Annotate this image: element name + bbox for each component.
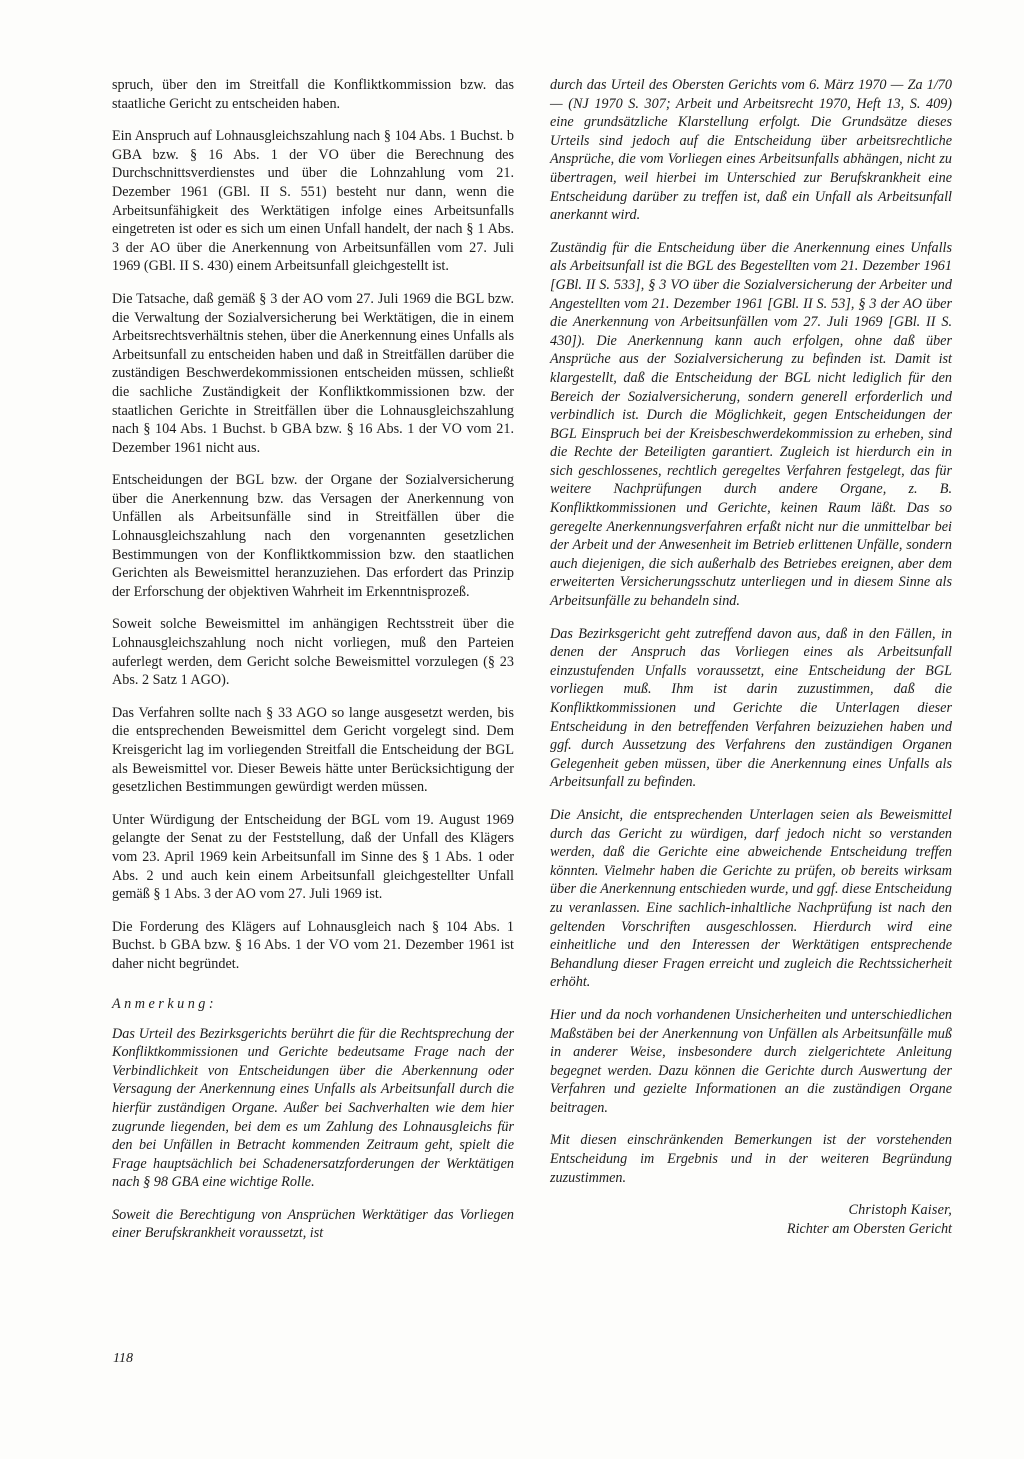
page-number: 118: [113, 1351, 133, 1366]
right-column: [550, 76, 952, 1239]
right-paragraph-4: Die Ansicht, die entsprechenden Unterlagen seien als Beweismittel durch das Gericht zu würdigen, darf jedoch nicht so verstanden werden, daß die Gerichte eine abweichende Entscheidung treffen könnten. Vielmehr haben die Gerichte zu prüfen, ob bereits wirksam über die Anerkennung entschieden wurde, und ggf. diese Entscheidung zu veranlassen. Eine sachlich-inhaltliche Nachprüfung ist nach den geltenden Vorschriften ausgeschlossen. Hierdurch wird eine einheitliche und den Interessen der Werktätigen entsprechende Behandlung dieser Fragen erreicht und zugleich die Rechtssicherheit erhöht.: [550, 806, 952, 991]
right-paragraph-2: Zuständig für die Entscheidung über die Anerkennung eines Unfalls als Arbeitsunfall ist die BGL des Begestellten vom 21. Dezember 1961 [GBl. II S. 533], § 3 VO über die Sozialversicherung der Arbeiter und Angestellten vom 21. Dezember 1961 [GBl. II S. 53], § 3 der AO über die Anerkennung von Arbeitsunfällen vom 27. Juli 1969 [GBl. II S. 430]). Die Anerkennung kann auch erfolgen, ohne daß über Ansprüche aus der Sozialversicherung zu befinden ist. Damit ist klargestellt, daß die Entscheidung der BGL nicht lediglich für den Bereich der Sozialversicherung, sondern generell erforderlich und verbindlich ist. Durch die Möglichkeit, gegen Entscheidungen der BGL Einspruch bei der Kreisbeschwerdekommission zu erheben, sind die Rechte der Beteiligten garantiert. Zugleich ist hierdurch ein in sich geschlossenes, rechtlich geregeltes Verfahren festgelegt, das für weitere Nachprüfungen durch andere Organe, z. B. Konfliktkommissionen und Gerichte, keinen Raum läßt. Das so geregelte Anerkennungsverfahren erfaßt nicht nur die unmittelbar bei der Arbeit und der Anwesenheit im Betrieb erlittenen Unfälle, sondern auch diejenigen, die sich außerhalb des Betriebes ereignen, aber dem erweiterten Versicherungsschutz unterliegen und in diesem Sinne als Arbeitsunfälle zu behandeln sind.: [550, 239, 952, 610]
right-paragraph-1: durch das Urteil des Obersten Gerichts vom 6. März 1970 — Za 1/70 — (NJ 1970 S. 307; Arbeit und Arbeitsrecht 1970, Heft 13, S. 409) eine grundsätzliche Klarstellung erfolgt. Die Grundsätze dieses Urteils sind jedoch auf die Entscheidung über arbeitsrechtliche Ansprüche, die vom Vorliegen eines Arbeitsunfalls abhängen, nicht zu übertragen, weil hierbei im Unterschied zur Berufskrankheit eine Entscheidung darüber zu treffen ist, daß ein Unfall als Arbeitsunfall anerkannt wird.: [550, 77, 952, 224]
left-column: [112, 76, 514, 1257]
left-paragraph-8: Die Forderung des Klägers auf Lohnausgleich nach § 104 Abs. 1 Buchst. b GBA bzw. § 16 Abs. 1 der VO vom 21. Dezember 1961 ist daher nicht begründet.: [112, 918, 514, 972]
left-paragraph-7: Unter Würdigung der Entscheidung der BGL vom 19. August 1969 gelangte der Senat zu der Feststellung, daß der Unfall des Klägers vom 23. April 1969 kein Arbeitsunfall im Sinne des § 1 Abs. 1 oder Abs. 2 und auch kein einem Arbeitsunfall gleichgestellter Unfall gemäß § 1 Abs. 3 der AO vom 27. Juli 1969 ist.: [112, 811, 514, 903]
left-paragraph-6: Das Verfahren sollte nach § 33 AGO so lange ausgesetzt werden, bis die entsprechenden Beweismittel dem Gericht vorgelegt sind. Dem Kreisgericht lag im vorliegenden Streitfall die Entscheidung der BGL als Beweismittel vor. Dieser Beweis hätte unter Berücksichtigung der gesetzlichen Bestimmungen gewürdigt werden müssen.: [112, 704, 514, 796]
left-paragraph-3: Die Tatsache, daß gemäß § 3 der AO vom 27. Juli 1969 die BGL bzw. die Verwaltung der Sozialversicherung bei Werktätigen, die in einem Arbeitsrechtsverhältnis stehen, über die Anerkennung eines Unfalls als Arbeitsunfall zu entscheiden haben und daß in Streitfällen darüber die zuständigen Beschwerdekommissionen entscheiden müssen, schließt die sachliche Zuständigkeit der Konfliktkommissionen bzw. der staatlichen Gerichte in Streitfällen über die Lohnausgleichszahlung nach § 104 Abs. 1 Buchst. b GBA bzw. § 16 Abs. 1 der VO vom 21. Dezember 1961 nicht aus.: [112, 290, 514, 456]
right-paragraph-3: Das Bezirksgericht geht zutreffend davon aus, daß in den Fällen, in denen der Anspruch das Vorliegen eines als Arbeitsunfall einzustufenden Unfalls voraussetzt, eine Entscheidung der BGL vorliegen muß. Ihm ist darin zuzustimmen, daß die Konfliktkommissionen und Gerichte die Unterlagen dieser Entscheidung in den betreffenden Verfahren beizuziehen haben und ggf. durch Aussetzung des Verfahrens den zuständigen Organen Gelegenheit geben müssen, über die Anerkennung eines Unfalls als Arbeitsunfall zu befinden.: [550, 625, 952, 791]
signature-name: Christoph Kaiser,: [848, 1202, 952, 1219]
annotation-heading: Anmerkung:: [112, 995, 218, 1012]
left-paragraph-1: spruch, über den im Streitfall die Konfliktkommission bzw. das staatliche Gericht zu entscheiden haben.: [112, 77, 514, 112]
signature-block: [550, 1201, 952, 1239]
annotation-paragraph-1: Das Urteil des Bezirksgerichts berührt die für die Rechtsprechung der Konfliktkommissionen und Gerichte bedeutsame Frage nach der Verbindlichkeit von Entscheidungen über die Aberkennung oder Versagung der Anerkennung eines Unfalls als Arbeitsunfall durch die hierfür zuständigen Organe. Außer bei Sachverhalten wie dem hier zugrunde liegenden, bei dem es um Zahlung des Lohnausgleichs für den bei Unfällen in Betracht kommenden Zeitraum geht, spielt die Frage hauptsächlich bei Schadenersatzforderungen der Werktätigen nach § 98 GBA eine wichtige Rolle.: [112, 1025, 514, 1191]
left-paragraph-4: Entscheidungen der BGL bzw. der Organe der Sozialversicherung über die Anerkennung bzw. das Versagen der Anerkennung von Unfällen als Arbeitsunfälle sind in Streitfällen über die Lohnausgleichszahlung nach den vorgenannten gesetzlichen Bestimmungen von der Konfliktkommission bzw. den staatlichen Gerichten als Beweismittel heranzuziehen. Das erfordert das Prinzip der Erforschung der objektiven Wahrheit im Erkenntnisprozeß.: [112, 472, 514, 600]
right-paragraph-5: Hier und da noch vorhandenen Unsicherheiten und unterschiedlichen Maßstäben bei der Anerkennung von Unfällen als Arbeitsunfälle muß in anderer Weise, insbesondere durch zielgerichtete Anleitung begegnet werden. Dazu können die Gerichte durch Auswertung der Verfahren und gezielte Informationen an die zuständigen Organe beitragen.: [550, 1006, 952, 1116]
signature-title: Richter am Obersten Gericht: [786, 1221, 952, 1238]
left-paragraph-2: Ein Anspruch auf Lohnausgleichszahlung nach § 104 Abs. 1 Buchst. b GBA bzw. § 16 Abs. 1 der VO über die Berechnung des Durchschnittsverdienstes und über die Lohnzahlung vom 21. Dezember 1961 (GBl. II S. 551) besteht nur dann, wenn die Arbeitsunfähigkeit des Werktätigen infolge eines Arbeitsunfalls eingetreten ist oder es sich um einen Unfall handelt, der nach § 1 Abs. 3 der AO über die Anerkennung von Arbeitsunfällen vom 27. Juli 1969 (GBl. II S. 430) einem Arbeitsunfall gleichgestellt ist.: [112, 128, 514, 275]
annotation-paragraph-2: Soweit die Berechtigung von Ansprüchen Werktätiger das Vorliegen einer Berufskrankheit voraussetzt, ist: [112, 1206, 514, 1242]
left-paragraph-5: Soweit solche Beweismittel im anhängigen Rechtsstreit über die Lohnausgleichszahlung noch nicht vorliegen, muß den Parteien auferlegt werden, dem Gericht solche Beweismittel vorzulegen (§ 23 Abs. 2 Satz 1 AGO).: [112, 616, 514, 689]
right-paragraph-6: Mit diesen einschränkenden Bemerkungen ist der vorstehenden Entscheidung im Ergebnis und in der weiteren Begründung zuzustimmen.: [550, 1132, 952, 1186]
